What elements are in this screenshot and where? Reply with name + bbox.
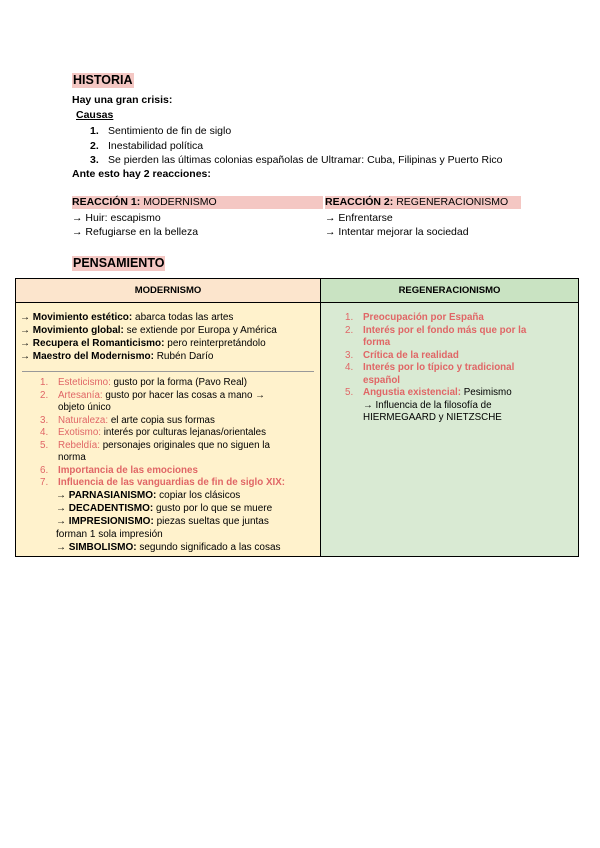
modernismo-bullet: → Recupera el Romanticismo: pero reinterpretándolo xyxy=(20,338,266,349)
reaccion1-item: → Refugiarse en la belleza xyxy=(72,226,199,238)
list-item: 6. Importancia de las emociones xyxy=(40,464,198,476)
list-item: 3. Naturaleza: el arte copia sus formas xyxy=(40,414,215,426)
list-item: 4. Interés por lo típico y tradicional español xyxy=(345,362,515,386)
vanguardia-item-cont: forman 1 sola impresión xyxy=(56,529,163,540)
pensamiento-title: PENSAMIENTO xyxy=(73,256,165,270)
regeneracionismo-column xyxy=(321,279,578,556)
crisis-line: Hay una gran crisis: xyxy=(72,94,173,106)
list-item: 2. Interés por el fondo más que por la forma xyxy=(345,324,527,348)
modernismo-bullet: → Movimiento estético: abarca todas las artes xyxy=(20,312,234,323)
pensamiento-table xyxy=(15,278,579,557)
list-item: 5. Angustia existencial: Pesimismo → Influencia de la filosofía de HIERMEGAARD y NIETZSCHE xyxy=(345,387,512,423)
list-item: 1. Esteticismo: gusto por la forma (Pavo Real) xyxy=(40,377,247,388)
modernismo-header: MODERNISMO xyxy=(16,279,320,303)
list-item: 1. Preocupación por España xyxy=(345,312,484,323)
regeneracionismo-list xyxy=(345,312,570,425)
modernismo-bullet: → Maestro del Modernismo: Rubén Darío xyxy=(20,351,214,362)
reaccion2-header: REACCIÓN 2: REGENERACIONISMO xyxy=(325,196,521,209)
vanguardia-item: → DECADENTISMO: gusto por lo que se muere xyxy=(56,503,273,514)
reaccion2-item: → Enfrentarse xyxy=(325,212,393,224)
reaccion1-header: REACCIÓN 1: MODERNISMO xyxy=(72,196,323,209)
historia-title: HISTORIA xyxy=(73,73,133,87)
list-item: 2. Artesanía: gusto por hacer las cosas a mano → objeto único xyxy=(40,389,265,413)
list-item: 4. Exotismo: interés por culturas lejanas/orientales xyxy=(40,427,267,438)
vanguardia-item: → IMPRESIONISMO: piezas sueltas que juntas xyxy=(56,516,269,527)
list-item: 5. Rebeldía: personajes originales que no siguen la norma xyxy=(40,439,270,463)
modernismo-bullet: → Movimiento global: se extiende por Europa y América xyxy=(20,325,277,336)
regeneracionismo-header: REGENERACIONISMO xyxy=(321,279,578,303)
list-item: 2. Inestabilidad política xyxy=(90,139,204,152)
list-item: 3. Crítica de la realidad xyxy=(345,349,459,361)
list-item: 7. Influencia de las vanguardias de fin de siglo XIX: xyxy=(40,477,286,488)
vanguardia-item: → PARNASIANISMO: copiar los clásicos xyxy=(56,490,241,501)
list-item: 3. Se pierden las últimas colonias españolas de Ultramar: Cuba, Filipinas y Puerto Rico xyxy=(90,154,503,166)
ante-line: Ante esto hay 2 reacciones: xyxy=(72,168,211,180)
modernismo-column xyxy=(16,279,321,556)
reaccion2-item: → Intentar mejorar la sociedad xyxy=(325,226,469,238)
causas-label: Causas xyxy=(76,109,114,121)
vanguardia-item: → SIMBOLISMO: segundo significado a las cosas xyxy=(56,542,281,553)
divider xyxy=(22,371,314,372)
reaccion1-item: → Huir: escapismo xyxy=(72,212,161,224)
modernismo-features-list xyxy=(40,377,285,490)
causas-list xyxy=(90,124,503,168)
list-item: 1. Sentimiento de fin de siglo xyxy=(90,125,232,137)
